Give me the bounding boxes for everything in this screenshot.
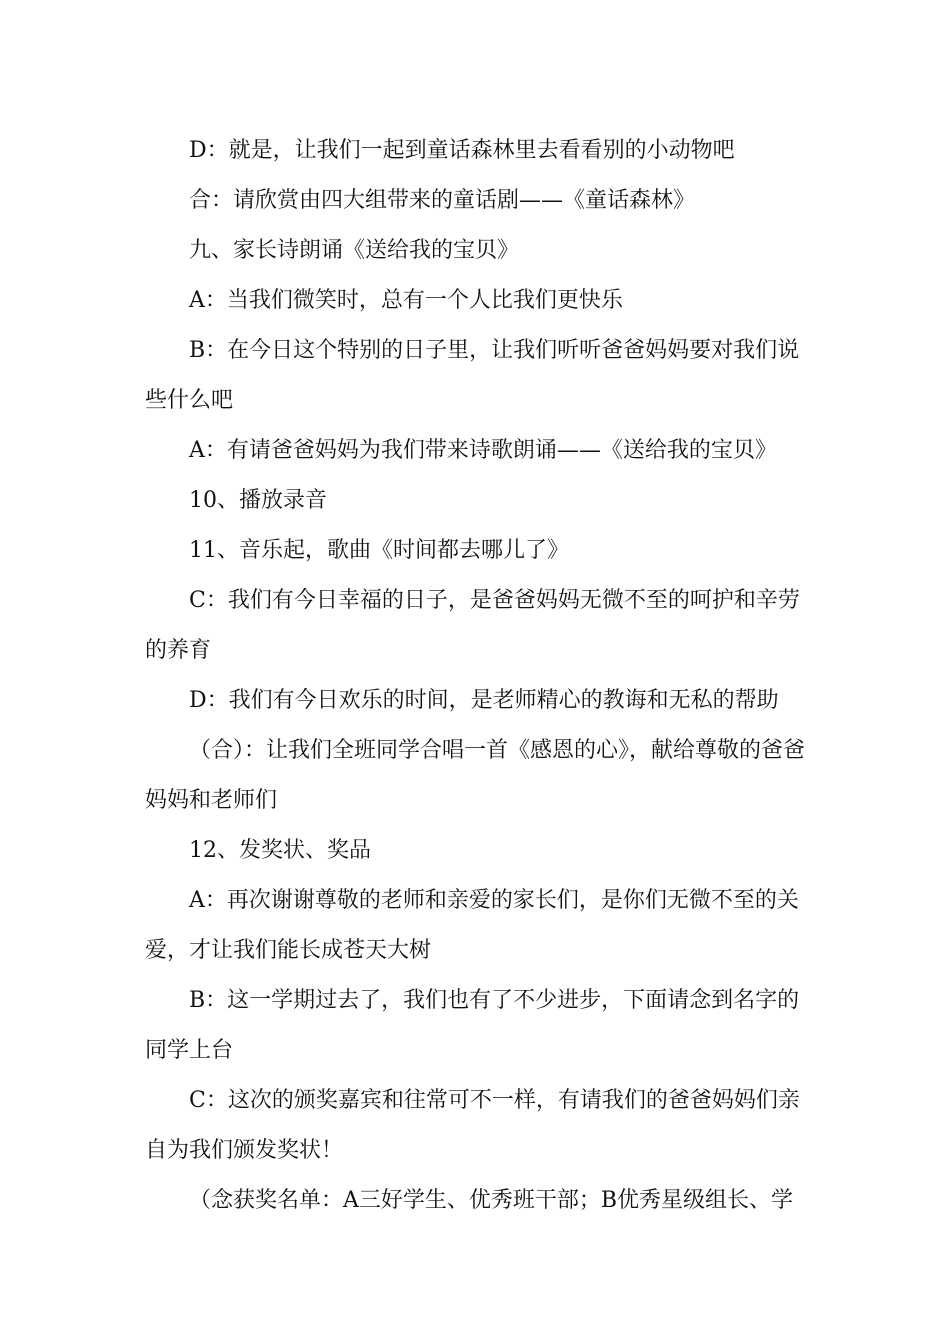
paragraph: B：在今日这个特别的日子里，让我们听听爸爸妈妈要对我们说些什么吧 [145, 338, 800, 413]
paragraph: D：我们有今日欢乐的时间，是老师精心的教诲和无私的帮助 [189, 688, 779, 713]
paragraph: A：再次谢谢尊敬的老师和亲爱的家长们，是你们无微不至的关爱，才让我们能长成苍天大树 [145, 888, 799, 963]
section-heading: 九、家长诗朗诵《送给我的宝贝》 [189, 238, 520, 263]
section-heading: 10、播放录音 [189, 488, 327, 513]
paragraph: C：这次的颁奖嘉宾和往常可不一样，有请我们的爸爸妈妈们亲自为我们颁发奖状！ [145, 1088, 800, 1163]
paragraph: A：当我们微笑时，总有一个人比我们更快乐 [189, 288, 623, 313]
section-heading: 11、音乐起，歌曲《时间都去哪儿了》 [189, 538, 569, 563]
paragraph: A：有请爸爸妈妈为我们带来诗歌朗诵——《送给我的宝贝》 [189, 438, 777, 463]
paragraph: D：就是，让我们一起到童话森林里去看看别的小动物吧 [189, 138, 735, 163]
paragraph: （合）：让我们全班同学合唱一首《感恩的心》，献给尊敬的爸爸妈妈和老师们 [145, 738, 806, 813]
paragraph: （念获奖名单：A三好学生、优秀班干部；B优秀星级组长、学 [189, 1188, 794, 1213]
paragraph: C：我们有今日幸福的日子，是爸爸妈妈无微不至的呵护和辛劳的养育 [145, 588, 800, 663]
paragraph: 合：请欣赏由四大组带来的童话剧——《童话森林》 [189, 188, 696, 213]
paragraph: B：这一学期过去了，我们也有了不少进步，下面请念到名字的同学上台 [145, 988, 800, 1063]
section-heading: 12、发奖状、奖品 [189, 838, 371, 863]
